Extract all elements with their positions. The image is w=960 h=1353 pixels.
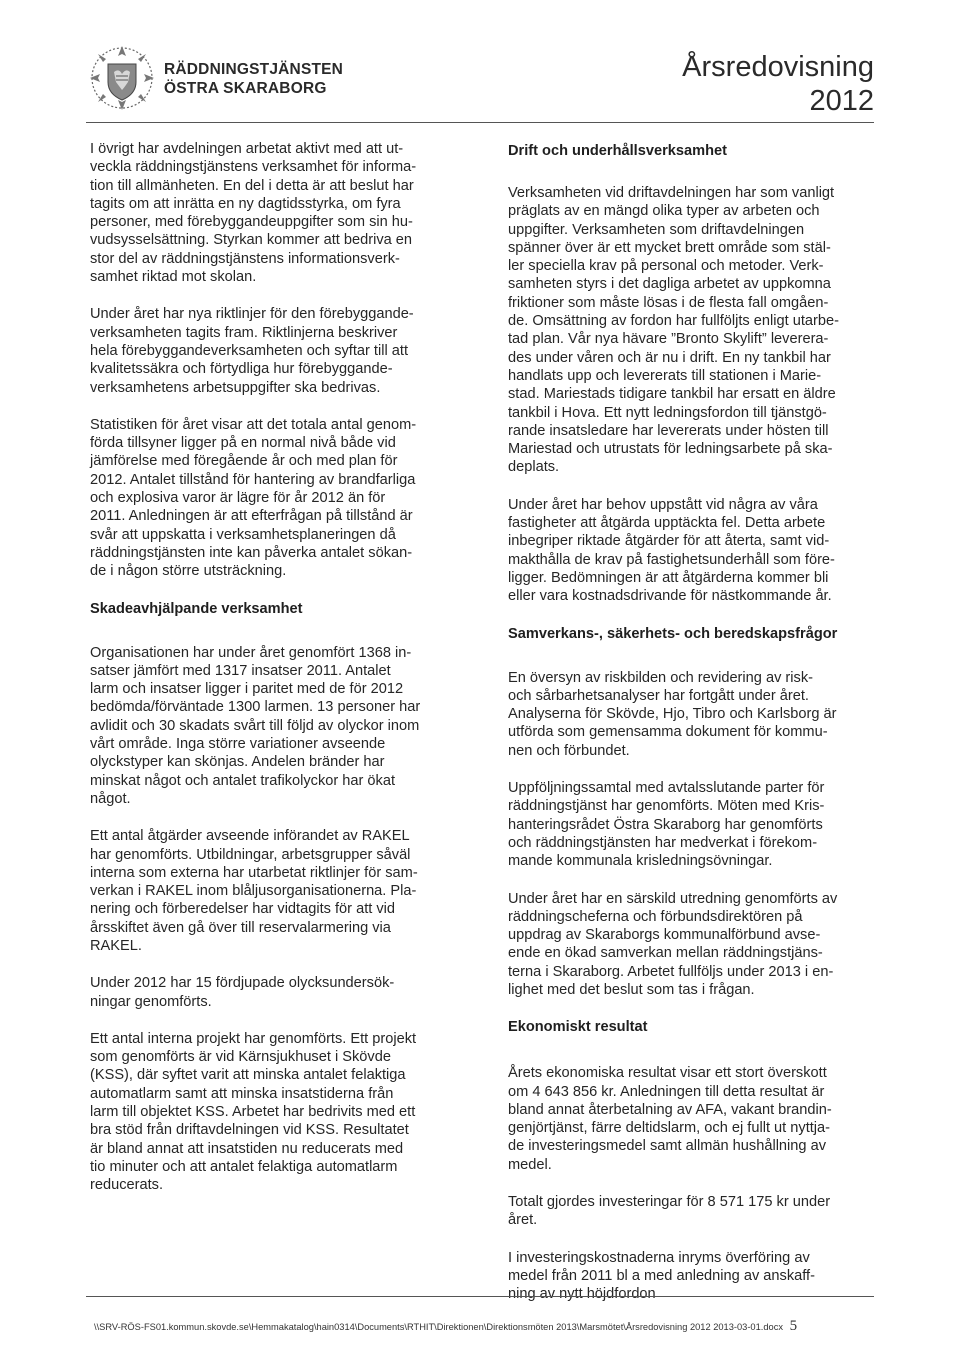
organization-name-line2: ÖSTRA SKARABORG <box>164 80 327 97</box>
paragraph: Verksamheten vid driftavdelningen har som vanligt präglats av en mängd olika typer av arbeten och uppgifter. Verksamheten som driftavdelningen spänner över är ett mycket brett område som stäl- ler speciella krav på personal och metoder. Verk- samheten styrs i det dagliga arbetet av uppkomna friktioner som måste lösas i de flesta fall omgåen- de. Omsättning av fordon har fullföljts enligt utarbe- tad plan. Vår nya hävare ”Bronto Skylift” levererа- des under våren och är nu i drift. En ny tankbil har handlats upp och levererats till stationen i Marie- stad. Mariestads tidigare tankbil har ersatt en äldre tankbil i Hova. Ett nytt ledningsfordon till tjänstgö- rande insatsledare har levererats under hösten till Mariestad och utrustats för ledningsarbete på ska- deplats. <box>508 185 839 476</box>
paragraph: Statistiken för året visar att det totala antal genom- förda tillsyner ligger på en normal nivå både vid jämförelse med föregående år och med plan för 2012. Antalet tillstånd för hantering av brandfarliga och explosiva varor är lägre för år 2012 än för 2011. Anledningen är att efterfrågan på tillstånd är svår att uppskatta i verksamhetsplaneringen då räddningstjänsten inte kan påverka antalet sökan- de i någon större utsträckning. <box>90 416 417 580</box>
section-heading-ekonomi: Ekonomiskt resultat <box>508 1019 648 1036</box>
document-title-text: Årsredovisning <box>682 51 874 83</box>
header-divider <box>86 122 874 123</box>
paragraph: I övrigt har avdelningen arbetat aktivt med att ut- veckla räddningstjänstens verksamhet för informa- tion till allmänheten. En del i detta är att beslut har tagits om att inrätta en ny dagtidsstyrka, om fyra personer, med förebyggandeuppgifter som sin hu- vudsysselsättning. Styrkan kommer att bedriva en stor del av räddningstjänstens informationsverk- samhet riktad mot skolan. <box>90 141 417 286</box>
paragraph: Under året har behov uppstått vid några av våra fastigheter att åtgärda upptäckta fel. Detta arbete inbegriper riktade åtgärder för att återta, samt vid- makthålla de krav på fastighetsunderhåll som före- ligger. Bedömningen är att åtgärderna kommer bli eller vara kostnadsdrivande för nästkommande år. <box>508 496 835 605</box>
paragraph: Ett antal åtgärder avseende införandet av RAKEL har genomförts. Utbildningar, arbetsgrupper såväl interna som externa har utarbetat riktlinjer för sam- verkan i RAKEL inom blåljusorganisationerna. Pla- nering och förberedelser har vidtagits för att vid årsskiftet även gå över till reservalarmering via RAKEL. <box>90 828 418 954</box>
document-year: 2012 <box>809 85 874 117</box>
paragraph: Organisationen har under året genomfört 1368 in- satser jämfört med 1317 insatser 2011. Antalet larm och insatser ligger i paritet med de för 2012 bedömda/förväntade 1300 larmen. 13 personer har avlidit och 30 skadats svårt till följd av olyckor inom vårt område. Inga större variationer avseende olyckstyper kan skönjas. Andelen bränder har minskat något och antalet trafikolyckor har ökat något. <box>90 644 421 807</box>
file-path: \\SRV-RÖS-FS01.kommun.skovde.se\Hemmakatalog\hain0314\Documents\RTHIT\Direktionen\Direktionsmöten 2013\Marsmötet\Årsredovisning 2012 2013-03-01.docx <box>94 1322 783 1332</box>
organization-name-line1: RÄDDNINGSTJÄNSTEN <box>164 61 344 78</box>
paragraph: Under 2012 har 15 fördjupade olycksundersök- ningar genomförts. <box>90 975 395 1010</box>
right-column <box>508 142 883 1323</box>
page-number: 5 <box>789 1318 798 1334</box>
paragraph: Under året har en särskild utredning genomförts av räddningscheferna och förbundsdirektören på uppdrag av Skaraborgs kommunalförbund avse- ende en ökad samverkan mellan räddningstjäns- terna i Skaraborg. Arbetet fullföljs under 2013 i en- lighet med det beslut som tas i frågan. <box>508 890 838 998</box>
footer <box>94 1318 797 1335</box>
paragraph: En översyn av riskbilden och revidering av risk- och sårbarhetsanalyser har fortgått under året. Analyserna för Skövde, Hjo, Tibro och Karlsborg är utförda som gemensamma dokument för kommu- nen och förbundet. <box>508 669 837 759</box>
coat-of-arms-icon <box>86 42 158 114</box>
paragraph: Ett antal interna projekt har genomförts. Ett projekt som genomförts är vid Kärnsjukhuset i Skövde (KSS), där syftet varit att minska antalet felaktiga automatlarm samt att minska insatstiderna från larm till objektet KSS. Arbetet har bedrivits med ett bra stöd från driftavdelningen vid KSS. Resultatet är bland annat att insatstiden nu reducerats med tio minuter och att antalet felaktiga automatlarm reducerats. <box>90 1030 417 1194</box>
paragraph: Under året har nya riktlinjer för den förebyggande- verksamheten tagits fram. Riktlinjerna beskriver hela förebyggandeverksamheten och syftar till att kvalitetssäkra och förtydliga hur förebyggande- verksamhetens arbetsuppgifter ska bedrivas. <box>90 306 414 396</box>
paragraph: Årets ekonomiska resultat visar ett stort överskott om 4 643 856 kr. Anledningen till detta resultat är bland annat återbetalning av AFA, vakant brandin- genjörtjänst, färre deltidslarm, och ej fullt ut nyttja- de investeringsmedel samt allmän hushållning av medel. <box>508 1065 832 1173</box>
left-column <box>90 140 470 1214</box>
paragraph: I investeringskostnaderna inryms överföring av medel från 2011 bl a med anledning av anskaff- ning av nytt höjdfordon <box>508 1249 815 1303</box>
section-heading-drift: Drift och underhållsverksamhet <box>508 143 727 159</box>
document-title <box>682 50 874 118</box>
section-heading-skadeavhjalpande: Skadeavhjälpande verksamhet <box>90 600 303 617</box>
paragraph: Totalt gjordes investeringar för 8 571 175 kr under året. <box>508 1194 831 1229</box>
section-heading-samverkan: Samverkans-, säkerhets- och beredskapsfrågor <box>508 625 838 642</box>
organization-name <box>164 60 343 98</box>
footer-divider <box>86 1296 874 1297</box>
paragraph: Uppföljningssamtal med avtalsslutande parter för räddningstjänst har genomförts. Möten med Kris- hanteringsrådet Östra Skaraborg har genomförts och räddningstjänsten har medverkat i förekom- mande kommunala krisledningsövningar. <box>508 780 825 870</box>
